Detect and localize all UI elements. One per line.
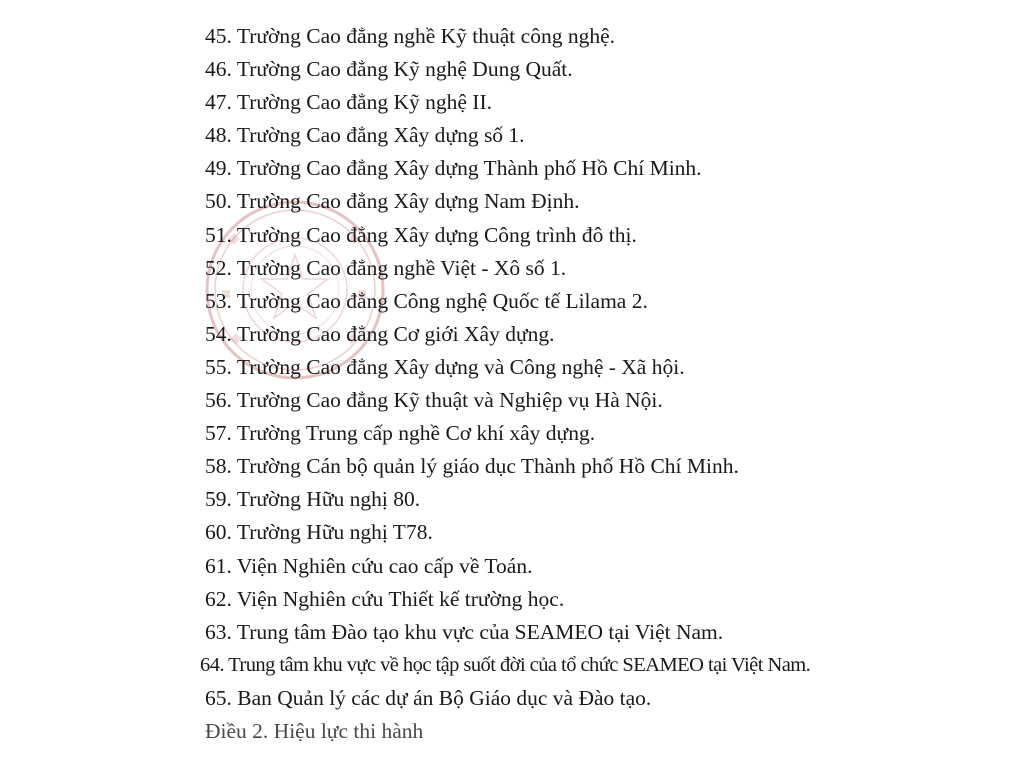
list-item: 56. Trường Cao đẳng Kỹ thuật và Nghiệp vụ Hà Nội. bbox=[205, 388, 663, 413]
list-item: 55. Trường Cao đẳng Xây dựng và Công nghệ - Xã hội. bbox=[205, 354, 685, 379]
list-item: 58. Trường Cán bộ quản lý giáo dục Thành phố Hồ Chí Minh. bbox=[205, 454, 739, 479]
list-item: 57. Trường Trung cấp nghề Cơ khí xây dựng. bbox=[205, 421, 596, 446]
list-item: 50. Trường Cao đẳng Xây dựng Nam Định. bbox=[205, 189, 580, 214]
list-item: 48. Trường Cao đẳng Xây dựng số 1. bbox=[205, 123, 525, 148]
list-item: 61. Viện Nghiên cứu cao cấp về Toán. bbox=[205, 553, 533, 578]
list-item: 62. Viện Nghiên cứu Thiết kế trường học. bbox=[205, 586, 565, 611]
list-item: 59. Trường Hữu nghị 80. bbox=[205, 487, 421, 512]
list-item: 49. Trường Cao đẳng Xây dựng Thành phố Hồ Chí Minh. bbox=[205, 156, 702, 181]
list-item: 60. Trường Hữu nghị T78. bbox=[205, 520, 433, 545]
list-item: 52. Trường Cao đẳng nghề Việt - Xô số 1. bbox=[205, 255, 567, 280]
list-item: 45. Trường Cao đẳng nghề Kỹ thuật công nghệ. bbox=[205, 24, 615, 48]
list-item: 53. Trường Cao đẳng Công nghệ Quốc tế Lilama 2. bbox=[205, 288, 648, 313]
organization-list bbox=[200, 20, 811, 743]
list-item: 65. Ban Quản lý các dự án Bộ Giáo dục và Đào tạo. bbox=[205, 685, 652, 710]
list-item: 46. Trường Cao đẳng Kỹ nghệ Dung Quất. bbox=[205, 57, 573, 82]
list-item: 64. Trung tâm khu vực về học tập suốt đời của tổ chức SEAMEO tại Việt Nam. bbox=[200, 653, 811, 676]
list-item: 63. Trung tâm Đào tạo khu vực của SEAMEO tại Việt Nam. bbox=[205, 619, 724, 644]
list-item: 54. Trường Cao đẳng Cơ giới Xây dựng. bbox=[205, 321, 555, 346]
list-item: 51. Trường Cao đẳng Xây dựng Công trình đô thị. bbox=[205, 222, 637, 247]
section-heading-partial: Điều 2. Hiệu lực thi hành bbox=[205, 718, 424, 743]
list-item: 47. Trường Cao đẳng Kỹ nghệ II. bbox=[205, 90, 492, 115]
